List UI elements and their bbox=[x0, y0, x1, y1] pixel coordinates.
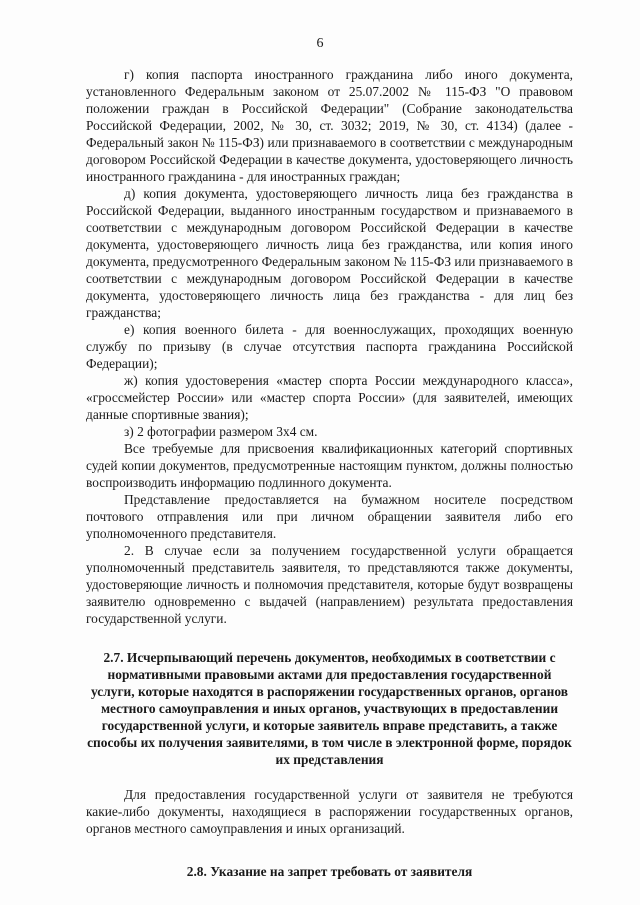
paragraph-representative: 2. В случае если за получением государственной услуги обращается уполномоченный представитель заявителя, то представляются также документы, удостоверяющие личность и полномочия представителя, которые будут возвращены заявителю одновременно с выдачей (направлением) результата предоставления государственной услуги. bbox=[86, 543, 573, 626]
page-number: 6 bbox=[316, 36, 324, 51]
paragraph-z: з) 2 фотографии размером 3х4 см. bbox=[124, 424, 318, 439]
paragraph-zh: ж) копия удостоверения «мастер спорта России международного класса», «гроссмейстер России» или «мастер спорта России» (для заявителей, имеющих данные спортивные звания); bbox=[86, 373, 573, 422]
paragraph-e: е) копия военного билета - для военнослужащих, проходящих военную службу по призыву (в случае отсутствия паспорта гражданина Российской Федерации); bbox=[86, 322, 573, 371]
page-content bbox=[86, 66, 573, 880]
paragraph-d: д) копия документа, удостоверяющего личность лица без гражданства в Российской Федерации, выданного иностранным государством и признаваемого в соответствии с международным договором Российской Федерации в качестве документа, удостоверяющего личность лица без гражданства, или копия иного документа, предусмотренного Федеральным законом № 115-ФЗ или признаваемого в соответствии с международным договором Российской Федерации в качестве документа, удостоверяющего личность лица без гражданства - для лиц без гражданства; bbox=[86, 186, 573, 320]
paragraph-copies-requirement: Все требуемые для присвоения квалификационных категорий спортивных судей копии документов, предусмотренные настоящим пунктом, должны полностью воспроизводить информацию подлинного документа. bbox=[86, 441, 573, 490]
paragraph-submission-method: Представление предоставляется на бумажном носителе посредством почтового отправления или при личном обращении заявителя либо его уполномоченного представителя. bbox=[86, 492, 573, 541]
section-2-7-body: Для предоставления государственной услуги от заявителя не требуются какие-либо документы, находящиеся в распоряжении государственных органов, органов местного самоуправления и иных организаций. bbox=[86, 787, 573, 836]
section-2-7-heading: 2.7. Исчерпывающий перечень документов, необходимых в соответствии с нормативными правовыми актами для предоставления государственной услуги, которые находятся в распоряжении государственных органов, органов местного самоуправления и иных органов, участвующих в предоставлении государственной услуги, и которые заявитель вправе представить, а также способы их получения заявителями, в том числе в электронной форме, порядок их представления bbox=[87, 650, 572, 767]
paragraph-g: г) копия паспорта иностранного гражданина либо иного документа, установленного Федеральным законом от 25.07.2002 № 115-ФЗ "О правовом положении граждан в Российской Федерации" (Собрание законодательства Российской Федерации, 2002, № 30, ст. 3032; 2019, № 30, ст. 4134) (далее - Федеральный закон № 115-ФЗ) или признаваемого в соответствии с международным договором Российской Федерации в качестве документа, удостоверяющего личность иностранного гражданина - для иностранных граждан; bbox=[86, 67, 573, 184]
section-2-8-heading: 2.8. Указание на запрет требовать от заявителя bbox=[186, 864, 473, 879]
